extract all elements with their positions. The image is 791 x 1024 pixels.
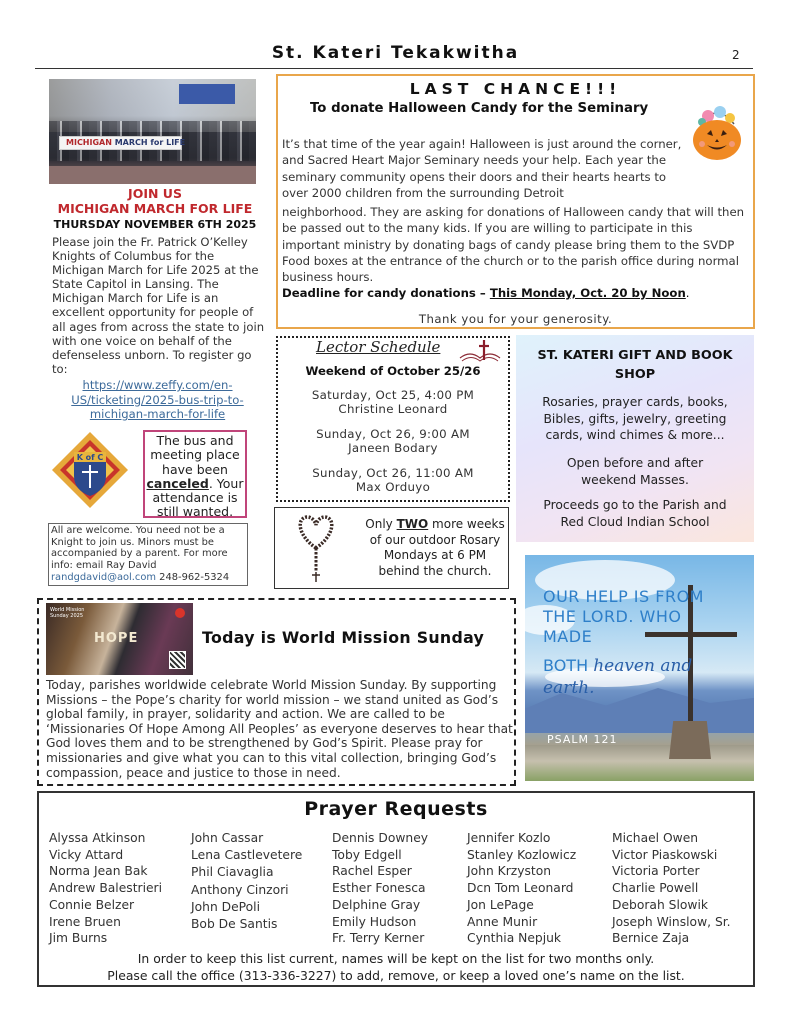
prayer-note-line-2: Please call the office (313-336-3227) to add, remove, or keep a loved one’s name on the list.: [107, 968, 685, 983]
march-description: Please join the Fr. Patrick O’Kelley Knights of Columbus for the Michigan March for Life 2025 at the State Capitol in Lansing. The Michigan March for Life is an excellent opportunity for people of all ages from across the state to join with one voice on behalf of the defenseless unborn. To register go to:: [52, 235, 265, 376]
lector-slot: [276, 466, 510, 494]
world-mission-body: Today, parishes worldwide celebrate World Mission Sunday. By supporting Missions – the Pope’s charity for world mission – we stand united as God’s global family, in prayer, solidarity and action. We are called to be ‘Missionaries Of Hope Among All Peoples’ as everyone deserves to hear that God loves them and to be strengthened by God’s Spirit. Please pray for missionaries and give what you can to this vital collection, bringing God’s compassion, peace and justice to those in need.: [46, 678, 513, 780]
psalm-verse: OUR HELP IS FROM THE LORD. WHO MADE: [543, 587, 704, 646]
halloween-paragraph-1: It’s that time of the year again! Halloween is just around the corner, and Sacred Heart Major Seminary needs your help. Each year the seminary community opens their doors and their hearts hearts to over 2000 children from the surrounding Detroit: [282, 137, 682, 200]
lector-name: Max Orduyo: [355, 480, 431, 495]
march-for-life-photo: [49, 79, 256, 184]
lector-slot: [276, 388, 510, 416]
rosary-emphasis: TWO: [396, 517, 429, 531]
prayer-name: Toby Edgell: [332, 847, 402, 862]
prayer-name: Emily Hudson: [332, 914, 417, 929]
prayer-column: [612, 830, 731, 947]
prayer-note-line-1: In order to keep this list current, names will be kept on the list for two months only.: [137, 951, 655, 966]
prayer-name: Victoria Porter: [612, 864, 700, 879]
world-mission-poster: [46, 603, 193, 675]
lector-slot: [276, 427, 510, 455]
psalm-reference: PSALM 121: [547, 733, 618, 746]
welcome-notice: [48, 523, 248, 586]
psalm-verse-script: [543, 655, 743, 699]
prayer-name: Charlie Powell: [612, 881, 699, 896]
prayer-name: John Cassar: [191, 831, 264, 845]
welcome-text: All are welcome. You need not be a Knight to join us. Minors must be accompanied by a parent. For more info: email Ray David: [51, 525, 228, 572]
prayer-name: Esther Fonesca: [332, 881, 426, 896]
prayer-name: Michael Owen: [612, 831, 699, 845]
knights-of-columbus-logo: [50, 430, 130, 510]
rosary-heart-icon: [294, 512, 338, 584]
prayer-list-note: [37, 950, 755, 984]
deadline-value: This Monday, Oct. 20 by Noon: [489, 286, 686, 300]
join-us-text: JOIN US: [128, 186, 182, 201]
contact-phone: 248-962-5324: [156, 571, 230, 583]
prayer-name: Rachel Esper: [332, 864, 412, 879]
qr-code-icon: [169, 651, 186, 669]
prayer-name: Phil Ciavaglia: [191, 865, 274, 880]
prayer-column: [332, 830, 428, 947]
rosary-text-start: Only: [365, 517, 397, 531]
contact-email-link[interactable]: randgdavid@aol.com: [51, 571, 157, 583]
prayer-name: Irene Bruen: [49, 914, 121, 929]
prayer-name: Cynthia Nepjuk: [467, 931, 562, 946]
bible-cross-icon: [458, 338, 502, 364]
lector-weekend: Weekend of October 25/26: [305, 364, 481, 378]
world-mission-title: Today is World Mission Sunday: [202, 628, 485, 647]
registration-link[interactable]: https://www.zeffy.com/en-US/ticketing/2025-bus-trip-to-michigan-march-for-life: [71, 378, 244, 421]
prayer-name: Lena Castlevetere: [191, 848, 303, 863]
prayer-name: John DePoli: [191, 899, 261, 914]
header-divider: [35, 68, 753, 69]
march-heading: [40, 186, 270, 216]
thank-you-note: Thank you for your generosity.: [418, 312, 613, 326]
last-chance-title: LAST CHANCE!!!: [409, 80, 622, 98]
prayer-name: Alyssa Atkinson: [49, 831, 146, 845]
prayer-name: Joseph Winslow, Sr.: [612, 914, 731, 929]
lector-time: Sunday, Oct 26, 9:00 AM: [316, 427, 470, 441]
candy-deadline: [282, 286, 690, 300]
mission-logo-icon: [175, 608, 185, 618]
prayer-name: Jim Burns: [49, 931, 108, 946]
canceled-emphasis: canceled: [146, 475, 209, 491]
prayer-name: Norma Jean Bak: [49, 864, 148, 879]
prayer-column: [467, 830, 576, 947]
banner-text-2: MARCH for LIFE: [114, 138, 186, 147]
march-date: THURSDAY NOVEMBER 6TH 2025: [53, 218, 257, 231]
prayer-name: Dcn Tom Leonard: [467, 881, 574, 896]
prayer-name: Jennifer Kozlo: [467, 831, 551, 845]
lector-name: Janeen Bodary: [348, 441, 438, 456]
cross-base: [669, 721, 711, 759]
rosary-notice: [362, 517, 508, 579]
halloween-subtitle: To donate Halloween Candy for the Seminary: [310, 101, 649, 116]
page-number: 2: [732, 48, 740, 62]
psalm-lead: BOTH: [543, 656, 594, 675]
banner-text-1: MICHIGAN: [66, 138, 115, 147]
prayer-name: Bob De Santis: [191, 917, 278, 932]
photo-sign: [179, 84, 235, 104]
prayer-name: John Krzyston: [467, 864, 552, 879]
prayer-name: Bernice Zaja: [612, 931, 690, 946]
pumpkin-candy-basket-icon: [690, 100, 744, 162]
psalm-121-image: [525, 555, 754, 781]
prayer-name: Vicky Attard: [49, 847, 124, 862]
bus-canceled-notice: [143, 430, 247, 518]
gift-shop-title: ST. KATERI GIFT AND BOOK SHOP: [537, 348, 733, 382]
lector-schedule-title: Lector Schedule: [316, 338, 441, 356]
deadline-label: Deadline for candy donations –: [282, 286, 490, 300]
bus-notice-text-end: . Your attendance is still wanted.: [152, 475, 244, 520]
prayer-name: Connie Belzer: [49, 897, 135, 912]
prayer-name: Andrew Balestrieri: [49, 881, 163, 896]
gift-shop-hours: Open before and after weekend Masses.: [566, 456, 704, 487]
svg-text:K of C: K of C: [76, 453, 104, 462]
lector-time: Sunday, Oct 26, 11:00 AM: [312, 466, 474, 480]
prayer-name: Fr. Terry Kerner: [332, 931, 425, 946]
prayer-requests-title: Prayer Requests: [304, 798, 488, 820]
gift-shop-items: Rosaries, prayer cards, books, Bibles, gifts, jewelry, greeting cards, wind chimes & more...: [542, 395, 728, 442]
event-name: MICHIGAN MARCH FOR LIFE: [57, 201, 253, 216]
rosary-text-end: more weeks of our outdoor Rosary Mondays at 6 PM behind the church.: [369, 517, 505, 578]
prayer-name: Victor Piaskowski: [612, 847, 718, 862]
halloween-paragraph-2: neighborhood. They are asking for donations of Halloween candy that will then be passed out to the many kids. If you are willing to participate in this important ministry by donating bags of candy please bring them to the SVDP Food boxes at the entrance of the church or to the parish office during normal business hours.: [282, 205, 745, 285]
photo-banner: [59, 136, 186, 150]
bus-notice-text: The bus and meeting place have been: [150, 433, 240, 477]
poster-tag: World Mission Sunday 2025: [50, 607, 85, 619]
photo-road: [49, 166, 256, 184]
prayer-name: Jon LePage: [467, 897, 534, 912]
prayer-name: Delphine Gray: [332, 897, 421, 912]
prayer-name: Anne Munir: [467, 914, 538, 929]
lector-name: Christine Leonard: [338, 402, 448, 417]
lector-time: Saturday, Oct 25, 4:00 PM: [311, 388, 475, 402]
rocks: [525, 745, 754, 781]
deadline-end: .: [685, 286, 690, 300]
prayer-name: Deborah Slowik: [612, 897, 708, 912]
gift-shop-proceeds: Proceeds go to the Parish and Red Cloud Indian School: [543, 498, 727, 529]
prayer-name: Anthony Cinzori: [191, 882, 289, 897]
poster-hope: HOPE: [94, 631, 139, 646]
prayer-name: Dennis Downey: [332, 831, 429, 845]
prayer-column: [49, 830, 162, 947]
bulletin-title: St. Kateri Tekakwitha: [271, 43, 520, 63]
psalm-script-text: heaven and earth.: [543, 656, 693, 698]
prayer-name: Stanley Kozlowicz: [467, 847, 577, 862]
prayer-column: [191, 830, 302, 933]
